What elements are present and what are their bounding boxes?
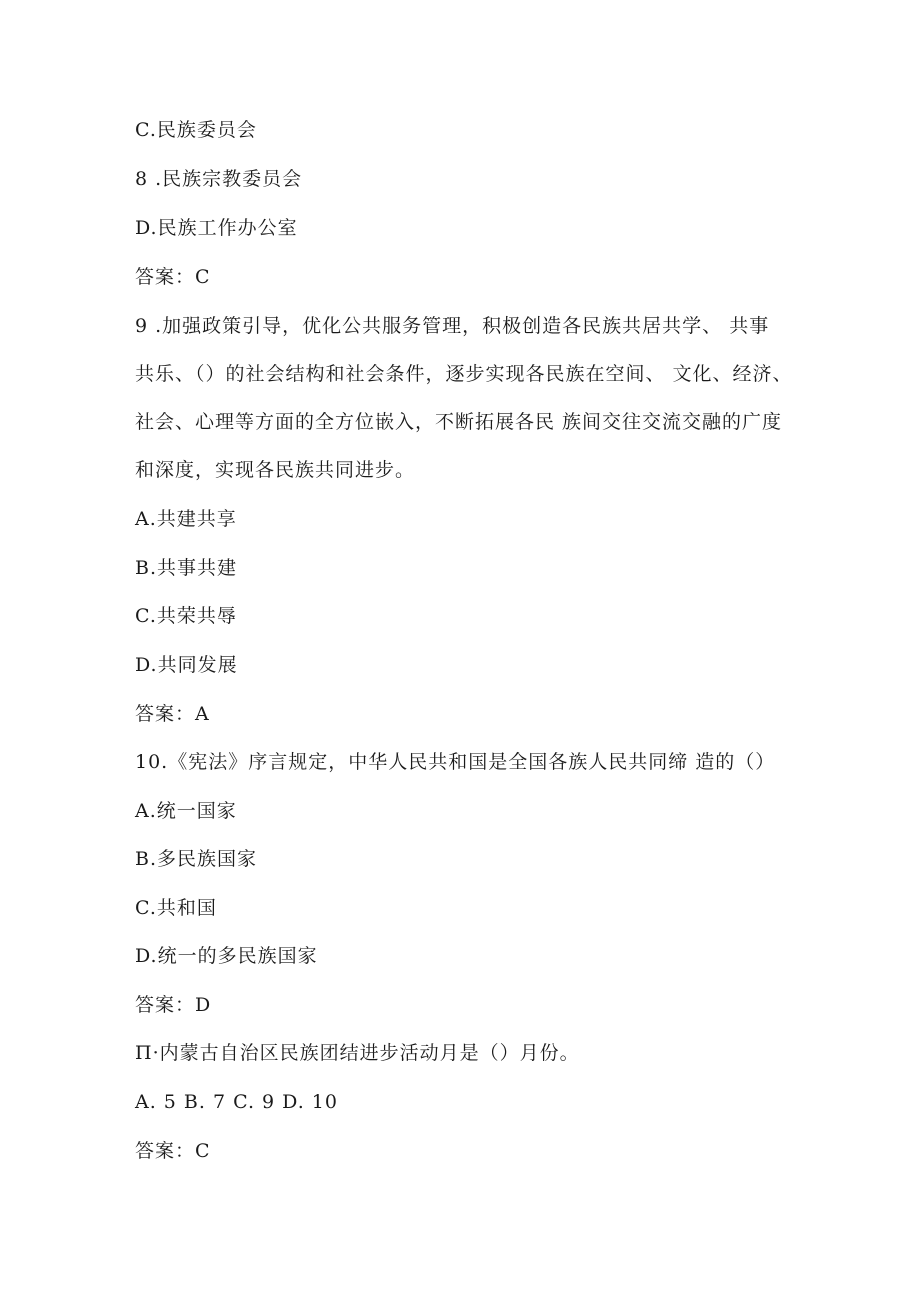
question-9-line1: 9 .加强政策引导，优化公共服务管理，积极创造各民族共居共学、 共事: [135, 315, 770, 337]
answer-q10: 答案：D: [135, 994, 212, 1016]
option-d-q10: D.统一的多民族国家: [135, 945, 318, 967]
answer-q9: 答案：A: [135, 703, 210, 725]
question-10: 10.《宪法》序言规定，中华人民共和国是全国各族人民共同缔 造的（）: [135, 751, 776, 773]
option-a-q10: A.统一国家: [135, 800, 237, 822]
option-c-q10: C.共和国: [135, 897, 217, 919]
option-a-q9: A.共建共享: [135, 508, 237, 530]
answer-q11: 答案：C: [135, 1140, 211, 1162]
question-9-line4: 和深度，实现各民族共同进步。: [135, 459, 416, 481]
option-c-q9: C.共荣共辱: [135, 605, 237, 627]
question-9-line2: 共乐、（）的社会结构和社会条件，逐步实现各民族在空间、 文化、经济、: [135, 363, 793, 385]
option-d-q8: D.民族工作办公室: [135, 217, 298, 239]
option-c-q8: C.民族委员会: [135, 119, 257, 141]
option-b-q8: 8 .民族宗教委员会: [135, 168, 303, 190]
question-9-line3: 社会、心理等方面的全方位嵌入，不断拓展各民 族间交往交流交融的广度: [135, 411, 783, 433]
option-b-q9: B.共事共建: [135, 557, 238, 579]
option-b-q10: B.多民族国家: [135, 848, 258, 870]
question-11: Π·内蒙古自治区民族团结进步活动月是（）月份。: [135, 1042, 580, 1064]
option-d-q9: D.共同发展: [135, 654, 238, 676]
options-q11: A. 5 B. 7 C. 9 D. 10: [135, 1091, 338, 1113]
answer-q8: 答案：C: [135, 266, 211, 288]
